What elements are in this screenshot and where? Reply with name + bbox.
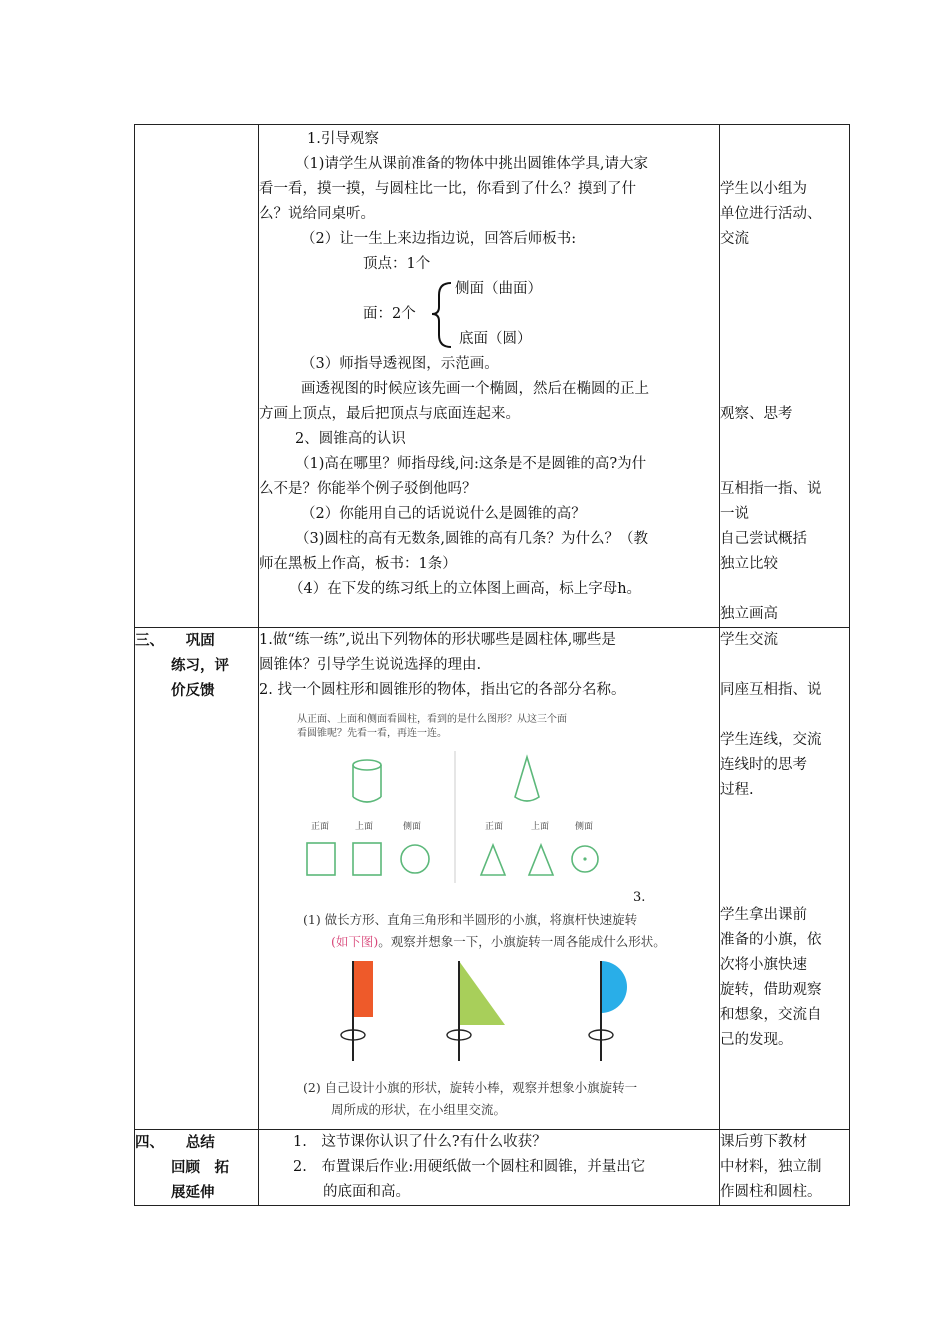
- pink-note: (如下图): [331, 934, 379, 949]
- base-note: 底面（圆）: [459, 331, 532, 347]
- stage-label: 价反馈: [171, 682, 215, 699]
- brace-icon: [429, 277, 455, 352]
- flag-question-1c: 。观察并想象一下，小旗旋转一周各能成什么形状。: [378, 934, 666, 949]
- flag-question-2b: 周所成的形状，在小组里交流。: [331, 1102, 507, 1117]
- para-line: 1.做“练一练”,说出下列物体的形状哪些是圆柱体,哪些是: [259, 632, 616, 648]
- para-line: （2）让一生上来边指边说，回答后师板书:: [301, 231, 577, 247]
- square-icon: [353, 843, 381, 875]
- activity-line: 独立比较: [720, 556, 778, 572]
- cone-icon: [515, 757, 539, 801]
- flag-section: [259, 909, 719, 1129]
- content-cell-observation: [259, 125, 720, 628]
- para-line: （2）你能用自己的话说说什么是圆锥的高？: [301, 506, 586, 522]
- rectangle-flag-icon: [341, 961, 373, 1061]
- activity-line: 一说: [720, 506, 749, 522]
- student-activity-cell: [720, 628, 850, 1130]
- circle-icon: [401, 845, 429, 873]
- stage-cell-empty: [135, 125, 259, 628]
- stage-label: 展延伸: [171, 1184, 215, 1201]
- activity-line: 准备的小旗，依: [720, 932, 822, 948]
- activity-line: 交流: [720, 231, 749, 247]
- flag-diagram: [319, 957, 659, 1067]
- activity-line: 己的发现。: [720, 1032, 793, 1048]
- view-label: 正面: [485, 822, 504, 832]
- content-cell-summary: [259, 1130, 720, 1206]
- activity-line: 旋转，借助观察: [720, 982, 822, 998]
- para-line: 么不是？你能举个例子驳倒他吗？: [259, 481, 477, 497]
- face-note: 面：2个: [363, 306, 416, 322]
- para-line: （1)请学生从课前准备的物体中挑出圆锥体学具,请大家: [295, 156, 648, 172]
- vertex-note: 顶点：1个: [363, 256, 431, 272]
- para-line: 看一看，摸一摸，与圆柱比一比，你看到了什么？摸到了什: [259, 181, 636, 197]
- activity-line: 过程.: [720, 782, 754, 798]
- heading-cone-height: 2、圆锥高的认识: [295, 431, 406, 447]
- activity-line: 同座互相指、说: [720, 682, 822, 698]
- heading-guide: 1.引导观察: [307, 131, 379, 147]
- figure-caption: 从正面、上面和侧面看圆柱，看到的是什么图形？从这三个面: [297, 714, 567, 725]
- stage-label: 练习，评: [171, 657, 229, 674]
- para-line: 方画上顶点，最后把顶点与底面连起来。: [259, 406, 520, 422]
- activity-line: 连线时的思考: [720, 757, 807, 773]
- para-line: 的底面和高。: [323, 1184, 410, 1200]
- para-line: 圆锥体？引导学生说说选择的理由.: [259, 657, 482, 673]
- content-cell-practice: [259, 628, 720, 1130]
- activity-line: 互相指一指、说: [720, 481, 822, 497]
- activity-line: 自己尝试概括: [720, 531, 807, 547]
- activity-line: 和想象，交流自: [720, 1007, 822, 1023]
- semicircle-flag-icon: [589, 961, 627, 1061]
- para-line: （3）师指导透视图，示范画。: [301, 356, 499, 372]
- lesson-table: [134, 124, 850, 1206]
- para-line: 么？说给同桌听。: [259, 206, 375, 222]
- para-line: （3)圆柱的高有无数条,圆锥的高有几条？为什么？（教: [295, 531, 648, 547]
- stage-label: 三、 巩固: [135, 632, 215, 649]
- activity-line: 次将小旗快速: [720, 957, 807, 973]
- activity-line: 课后剪下教材: [720, 1134, 807, 1150]
- para-line: 2. 找一个圆柱形和圆锥形的物体，指出它的各部分名称。: [259, 682, 626, 698]
- activity-line: 学生连线，交流: [720, 732, 822, 748]
- stage-label: 四、 总结: [135, 1134, 215, 1151]
- row-summary: [135, 1130, 850, 1206]
- activity-line: 学生拿出课前: [720, 907, 807, 923]
- activity-line: 学生以小组为: [720, 181, 807, 197]
- views-figure: [259, 709, 719, 909]
- cylinder-icon: [353, 760, 381, 802]
- flag-question-1: (1) 做长方形、直角三角形和半圆形的小旗，将旗杆快速旋转: [303, 912, 638, 927]
- para-line: 1. 这节课你认识了什么?有什么收获？: [293, 1134, 547, 1150]
- view-label: 正面: [311, 822, 330, 832]
- view-label: 侧面: [575, 822, 594, 832]
- side-note: 侧面（曲面）: [455, 281, 542, 297]
- triangle-flag-icon: [447, 961, 505, 1061]
- view-label: 上面: [355, 822, 374, 832]
- flag-question-2: (2) 自己设计小旗的形状，旋转小棒，观察并想象小旗旋转一: [303, 1080, 638, 1095]
- student-activity-cell: [720, 1130, 850, 1206]
- flag-question-1b: [331, 931, 666, 953]
- activity-line: 观察、思考: [720, 406, 793, 422]
- para-line: （1)高在哪里？师指母线,问:这条是不是圆锥的高?为什: [295, 456, 647, 472]
- triangle-icon: [481, 845, 505, 875]
- triangle-icon: [529, 845, 553, 875]
- activity-line: 单位进行活动、: [720, 206, 822, 222]
- para-line: 画透视图的时候应该先画一个椭圆，然后在椭圆的正上: [301, 381, 649, 397]
- row-observation: [135, 125, 850, 628]
- student-activity-cell: [720, 125, 850, 628]
- view-label: 上面: [531, 822, 550, 832]
- face-brace-group: [259, 277, 719, 352]
- view-label: 侧面: [403, 822, 422, 832]
- stage-cell-summary: [135, 1130, 259, 1206]
- activity-line: 学生交流: [720, 632, 778, 648]
- item-number-3: 3.: [633, 890, 646, 905]
- para-line: 2. 布置课后作业:用硬纸做一个圆柱和圆锥，并量出它: [293, 1159, 646, 1175]
- stage-label: 回顾 拓: [171, 1159, 229, 1176]
- para-line: （4）在下发的练习纸上的立体图上画高，标上字母h。: [289, 581, 642, 597]
- stage-cell-practice: [135, 628, 259, 1130]
- activity-line: 独立画高: [720, 606, 778, 622]
- para-line: 师在黑板上作高，板书：1条）: [259, 556, 457, 572]
- row-practice: [135, 628, 850, 1130]
- figure-caption: 看圆锥呢？先看一看，再连一连。: [297, 728, 447, 739]
- activity-line: 作圆柱和圆柱。: [720, 1184, 822, 1200]
- activity-line: 中材料，独立制: [720, 1159, 822, 1175]
- square-icon: [307, 843, 335, 875]
